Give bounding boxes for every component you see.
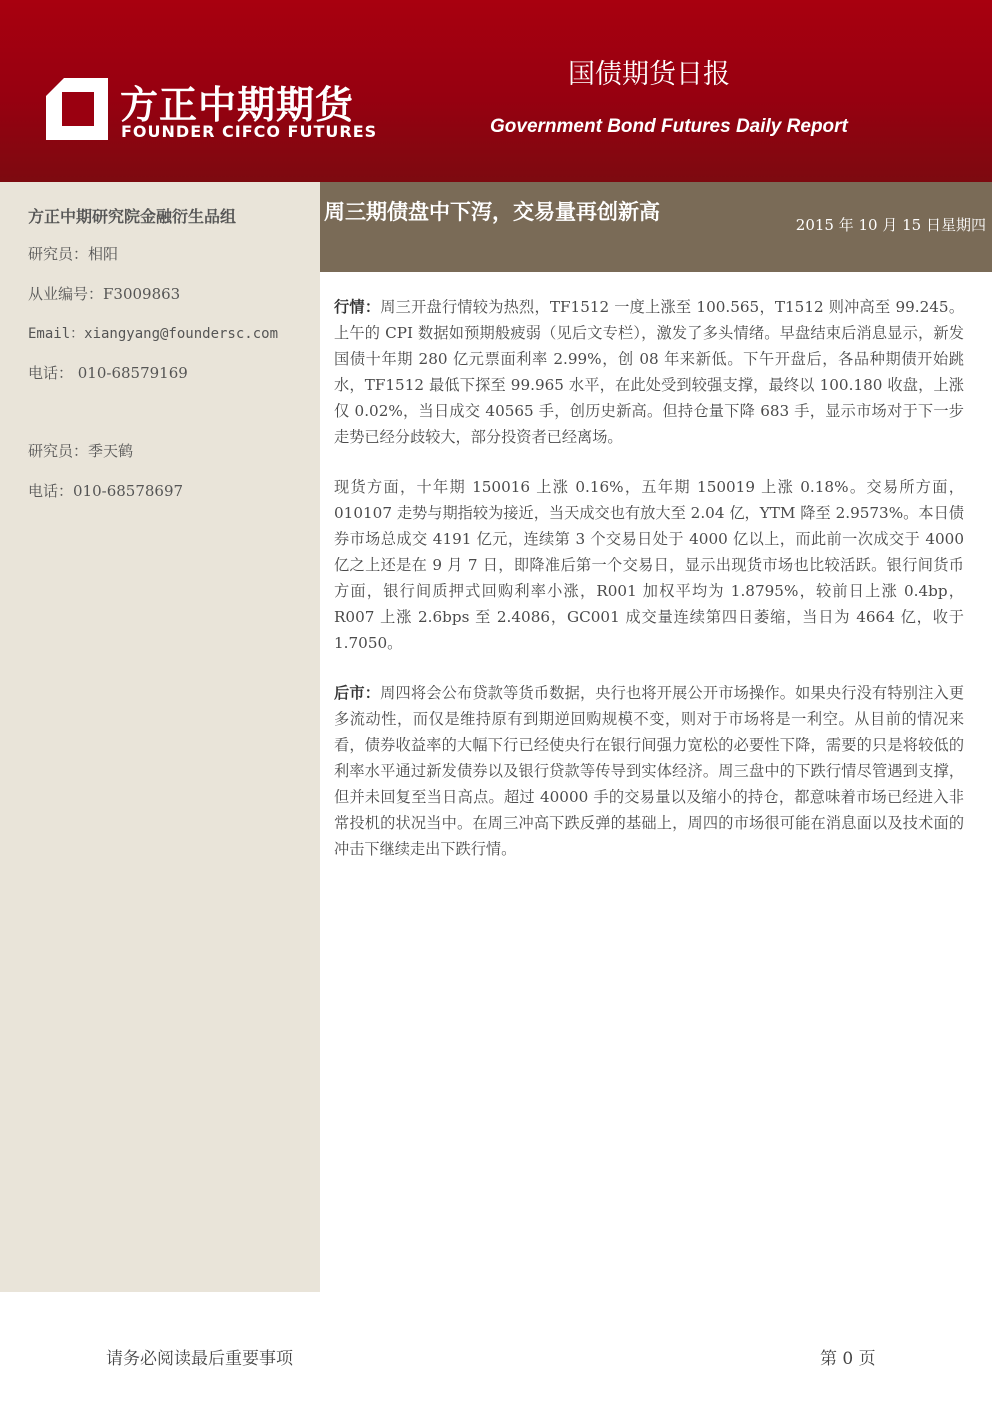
market-label: 行情： <box>334 298 381 316</box>
page-number: 第 0 页 <box>820 1349 876 1369</box>
research-group: 方正中期研究院金融衍生品组 <box>28 207 237 226</box>
report-body <box>334 294 964 886</box>
analyst-1-phone: 电话： 010-68579169 <box>28 364 188 382</box>
analyst-2: 研究员：季天鹤 <box>28 442 134 460</box>
logo-chinese-name: 方正中期期货 <box>120 83 355 127</box>
headline: 周三期债盘中下泻，交易量再创新高 <box>324 200 660 224</box>
spot-paragraph <box>334 474 964 656</box>
report-title-chinese: 国债期货日报 <box>568 59 730 90</box>
analyst-sidebar <box>0 182 320 1292</box>
analyst-2-phone: 电话：010-68578697 <box>28 482 184 500</box>
analyst-1: 研究员：相阳 <box>28 245 119 263</box>
license-number: 从业编号：F3009863 <box>28 285 181 303</box>
market-paragraph <box>334 294 964 450</box>
report-header <box>0 0 992 182</box>
spot-text: 现货方面，十年期 150016 上涨 0.16%，五年期 150019 上涨 0.18%。交易所方面，010107 走势与期指较为接近，当天成交也有放大至 2.04 亿，YTM 降至 2.9573%。本日债券市场总成交 4191 亿元，连续第 3 个交易日处于 4000 亿以上，而此前一次成交于 4000 亿之上还是在 9 月 7 日，即降准后第一个交易日，显示出现货市场也比较活跃。银行间货币方面，银行间质押式回购利率小涨，R001 加权平均为 1.8795%，较前日上涨 0.4bp，R007 上涨 2.6bps 至 2.4086，GC001 成交量连续第四日萎缩，当日为 4664 亿，收于 1.7050。 <box>334 478 964 652</box>
report-title-english: Government Bond Futures Daily Report <box>490 116 848 137</box>
outlook-text: 周四将会公布贷款等货币数据，央行也将开展公开市场操作。如果央行没有特别注入更多流动性，而仅是维持原有到期逆回购规模不变，则对于市场将是一利空。从目前的情况来看，债券收益率的大幅下行已经使央行在银行间强力宽松的必要性下降，需要的只是将较低的利率水平通过新发债券以及银行贷款等传导到实体经济。周三盘中的下跌行情尽管遇到支撑，但并未回复至当日高点。超过 40000 手的交易量以及缩小的持仓，都意味着市场已经进入非常投机的状况当中。在周三冲高下跌反弹的基础上，周四的市场很可能在消息面以及技术面的冲击下继续走出下跌行情。 <box>334 684 965 858</box>
outlook-label: 后市： <box>334 684 381 702</box>
analyst-email: Email：xiangyang@foundersc.com <box>28 326 279 342</box>
report-date: 2015 年 10 月 15 日星期四 <box>795 216 986 234</box>
footer-notice: 请务必阅读最后重要事项 <box>106 1349 293 1369</box>
market-text: 周三开盘行情较为热烈，TF1512 一度上涨至 100.565，T1512 则冲高至 99.245。上午的 CPI 数据如预期般疲弱（见后文专栏），激发了多头情绪。早盘结束后消息显示，新发国债十年期 280 亿元票面利率 2.99%，创 08 年来新低。下午开盘后，各品种期债开始跳水，TF1512 最低下探至 99.965 水平，在此处受到较强支撑，最终以 100.180 收盘，上涨仅 0.02%，当日成交 40565 手，创历史新高。但持仓量下降 683 手，显示市场对于下一步走势已经分歧较大，部分投资者已经离场。 <box>334 298 965 446</box>
logo-english-name: FOUNDER CIFCO FUTURES <box>121 122 378 141</box>
outlook-paragraph <box>334 680 964 862</box>
founder-logo-icon <box>46 78 108 140</box>
